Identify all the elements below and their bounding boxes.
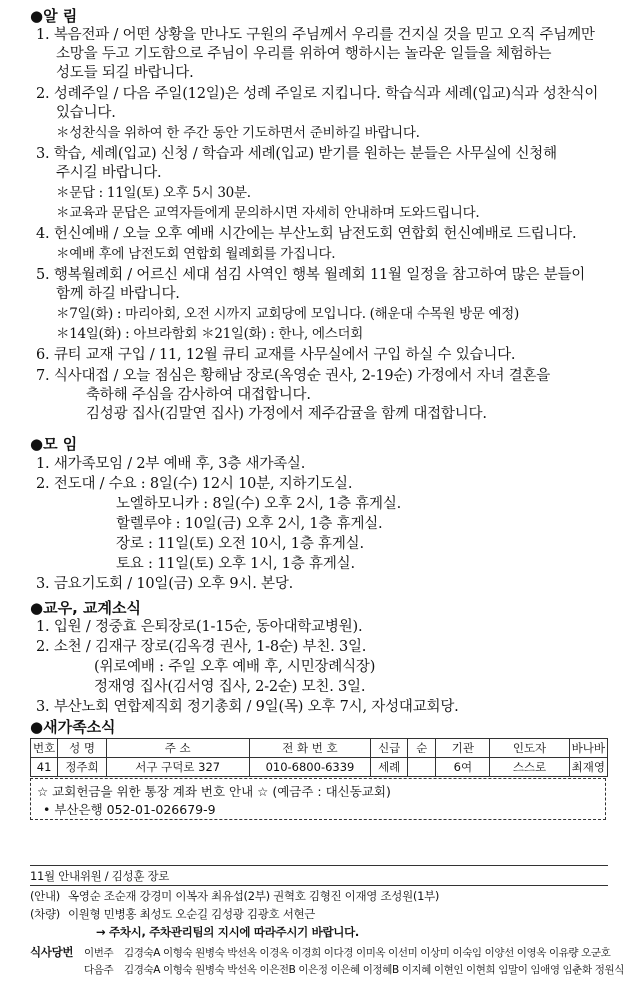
meal-this-week-names: 김경숙A 이형숙 원병숙 박선옥 이경옥 이경희 이다경 이미옥 이선미 이상미 이숙임 이양선 이영옥 이유량 오군호 bbox=[124, 947, 611, 959]
announcement-2-line-2: 있습니다. bbox=[56, 105, 116, 121]
news-line: 2. 소천 / 김재구 장로(김옥경 권사, 1-8순) 부친. 3일. bbox=[36, 639, 367, 655]
news-heading: ●교우, 교계소식 bbox=[30, 599, 141, 617]
meetings-heading: ●모 임 bbox=[30, 435, 78, 453]
footer-divider bbox=[30, 865, 608, 866]
announcement-4-note: ＊예배 후에 남전도회 연합회 월례회를 가집니다. bbox=[56, 246, 336, 262]
announcement-1-line-3: 성도들 되길 바랍니다. bbox=[56, 65, 194, 81]
column-header: 주 소 bbox=[106, 739, 249, 758]
meeting-line: 할렐루야 : 10일(금) 오후 2시, 1층 휴게실. bbox=[116, 516, 383, 532]
announcement-5-line-2: 함께 하길 바랍니다. bbox=[56, 286, 180, 302]
column-header: 바나바 bbox=[569, 739, 607, 758]
announcement-3-note-1: ＊문답 : 11일(토) 오후 5시 30분. bbox=[56, 185, 251, 201]
footer-divider bbox=[30, 885, 608, 886]
table-cell: 최재영 bbox=[569, 758, 607, 777]
announcement-5-line-1: 5. 행복월례회 / 어르신 세대 섬김 사역인 행복 월례회 11월 일정을 참고하여 많은 분들이 bbox=[36, 267, 586, 283]
announcement-7-line-1: 7. 식사대접 / 오늘 점심은 황해남 장로(옥영순 권사, 2-19순) 가정에서 자녀 결혼을 bbox=[36, 368, 551, 384]
table-cell: 6여 bbox=[436, 758, 490, 777]
column-header: 신급 bbox=[371, 739, 408, 758]
column-header: 번호 bbox=[31, 739, 58, 758]
meal-duty-label: 식사당번 bbox=[30, 945, 74, 959]
announcements-heading: ●알 림 bbox=[30, 7, 78, 25]
table-cell bbox=[407, 758, 435, 777]
news-line: 1. 입원 / 정중효 은퇴장로(1-15순, 동아대학교병원). bbox=[36, 619, 363, 635]
bullet-dot-icon: ● bbox=[30, 599, 44, 617]
meeting-line: 노엘하모니카 : 8일(수) 오후 2시, 1층 휴게실. bbox=[116, 496, 402, 512]
table-row bbox=[31, 758, 608, 777]
announcement-3-note-2: ＊교육과 문답은 교역자들에게 문의하시면 자세히 안내하며 도와드립니다. bbox=[56, 205, 480, 221]
table-cell: 정주희 bbox=[58, 758, 107, 777]
guide-names: 옥영순 조순재 강경미 이복자 최유섭(2부) 권혁호 김형진 이재영 조성원(1부) bbox=[68, 889, 440, 903]
news-line: 3. 부산노회 연합제직회 정기총회 / 9일(목) 오후 7시, 자성대교회당. bbox=[36, 699, 459, 715]
announcement-1-line-1: 1. 복음전파 / 어떤 상황을 만나도 구원의 주님께서 우리를 건지실 것을 믿고 오직 주님께만 bbox=[36, 27, 595, 43]
announcement-6-line-1: 6. 큐티 교재 구입 / 11, 12월 큐티 교재를 사무실에서 구입 하실 수 있습니다. bbox=[36, 347, 516, 363]
announcement-1-line-2: 소망을 두고 기도함으로 주님이 우리를 위하여 행하시는 놀라운 일들을 체험하는 bbox=[56, 46, 552, 62]
bank-account-number: • 부산은행 052-01-026679-9 bbox=[43, 802, 216, 817]
bullet-dot-icon: ● bbox=[30, 435, 44, 453]
table-cell: 41 bbox=[31, 758, 58, 777]
announcement-2-note: ＊성찬식을 위하여 한 주간 동안 기도하면서 준비하길 바랍니다. bbox=[56, 125, 420, 141]
announcement-2-line-1: 2. 성례주일 / 다음 주일(12일)은 성례 주일로 지킵니다. 학습식과 세례(입교)식과 성찬식이 bbox=[36, 86, 599, 102]
meeting-line: 토요 : 11일(토) 오후 1시, 1층 휴게실. bbox=[116, 556, 355, 572]
table-cell: 스스로 bbox=[490, 758, 569, 777]
bullet-dot-icon: ● bbox=[30, 7, 44, 25]
announcement-7-line-3: 김성광 집사(김말연 집사) 가정에서 제주감귤을 함께 대접합니다. bbox=[86, 406, 487, 422]
parking-label: (차량) bbox=[30, 907, 60, 921]
table-cell: 서구 구덕로 327 bbox=[106, 758, 249, 777]
bullet-dot-icon: ● bbox=[30, 718, 44, 736]
parking-names: 이원형 민병홍 최성도 오순길 김성광 김광호 서현근 bbox=[68, 907, 316, 921]
new-family-table bbox=[30, 738, 608, 777]
news-line: (위로예배 : 주일 오후 예배 후, 시민장례식장) bbox=[94, 659, 376, 675]
news-line: 정재영 집사(김서영 집사, 2-2순) 모친. 3일. bbox=[94, 679, 366, 695]
column-header: 인도자 bbox=[490, 739, 569, 758]
table-cell: 세례 bbox=[371, 758, 408, 777]
announcement-5-note-2: ＊14일(화) : 아브라함회 ＊21일(화) : 한나, 에스더회 bbox=[56, 326, 363, 342]
announcement-5-note-1: ＊7일(화) : 마리아회, 오전 시까지 교회당에 모입니다. (해운대 수목원 방문 예정) bbox=[56, 306, 519, 322]
meeting-line: 3. 금요기도회 / 10일(금) 오후 9시. 본당. bbox=[36, 576, 294, 592]
announcement-3-line-1: 3. 학습, 세례(입교) 신청 / 학습과 세례(입교) 받기를 원하는 분들은 사무실에 신청해 bbox=[36, 146, 557, 162]
announcement-3-line-2: 주시길 바랍니다. bbox=[56, 165, 162, 181]
meal-next-week-names: 김경숙A 이형숙 원병숙 박선옥 이은전B 이은정 이은혜 이정혜B 이지혜 이현인 이현희 임말이 임애영 임춘화 정원식 bbox=[124, 964, 624, 976]
parking-note: → 주차시, 주차관리팀의 지시에 따라주시기 바랍니다. bbox=[96, 925, 359, 939]
column-header: 순 bbox=[407, 739, 435, 758]
column-header: 성 명 bbox=[58, 739, 107, 758]
column-header: 전 화 번 호 bbox=[249, 739, 371, 758]
meal-next-week-label: 다음주 bbox=[84, 964, 114, 976]
meeting-line: 1. 새가족모임 / 2부 예배 후, 3층 새가족실. bbox=[36, 456, 306, 472]
announcement-4-line-1: 4. 헌신예배 / 오늘 오후 예배 시간에는 부산노회 남전도회 연합회 헌신예배로 드립니다. bbox=[36, 226, 577, 242]
meeting-line: 장로 : 11일(토) 오전 10시, 1층 휴게실. bbox=[116, 536, 364, 552]
new-family-heading: ●새가족소식 bbox=[30, 718, 116, 736]
announcement-7-line-2: 축하해 주심을 감사하여 대접합니다. bbox=[86, 387, 311, 403]
meal-this-week-label: 이번주 bbox=[84, 947, 114, 959]
table-header-row bbox=[31, 739, 608, 758]
guide-label: (안내) bbox=[30, 889, 60, 903]
meeting-line: 2. 전도대 / 수요 : 8일(수) 12시 10분, 지하기도실. bbox=[36, 476, 353, 492]
bank-account-title: ☆ 교회헌금을 위한 통장 계좌 번호 안내 ☆ (예금주 : 대신동교회) bbox=[37, 784, 391, 799]
table-cell: 010-6800-6339 bbox=[249, 758, 371, 777]
committee-title: 11월 안내위원 / 김성훈 장로 bbox=[30, 869, 170, 883]
bank-account-box bbox=[30, 778, 606, 820]
column-header: 기관 bbox=[436, 739, 490, 758]
